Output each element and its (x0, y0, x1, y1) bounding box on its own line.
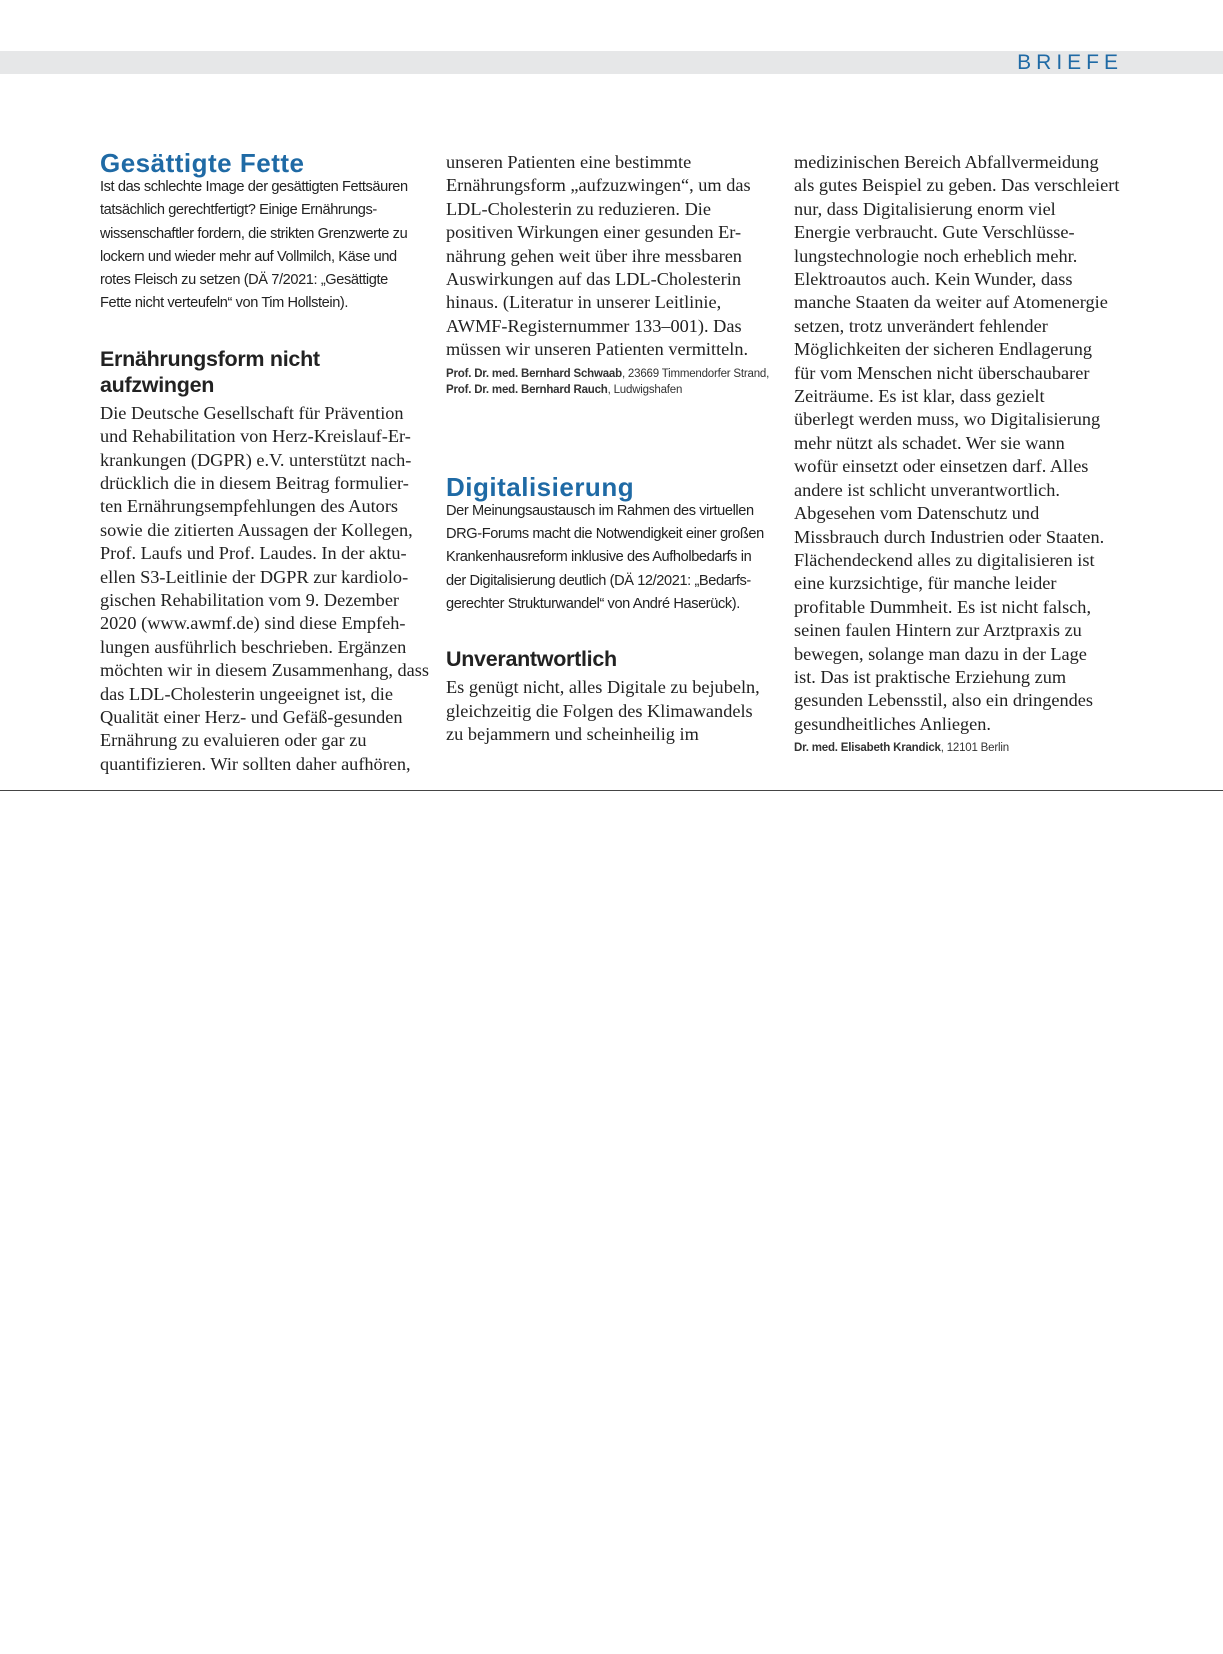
body-line: Zeiträume. Es ist klar, dass gezielt (794, 386, 1045, 407)
body-line: Auswirkungen auf das LDL-Cholesterin (446, 269, 741, 290)
body-line: und Rehabilitation von Herz-Kreislauf-Er- (100, 426, 411, 447)
letter-body (446, 676, 776, 746)
body-line: überlegt werden muss, wo Digitalisierung (794, 409, 1101, 430)
body-line: seinen faulen Hintern zur Arztpraxis zu (794, 620, 1082, 641)
body-line: Missbrauch durch Industrien oder Staaten. (794, 526, 1105, 547)
body-line: eine kurzsichtige, für manche leider (794, 573, 1057, 594)
body-line: AWMF-Registernummer 133–001). Das (446, 315, 742, 336)
body-line: Elektroautos auch. Kein Wunder, dass (794, 269, 1073, 290)
body-line: wofür einsetzt oder einsetzen darf. Alles (794, 456, 1089, 477)
letter-body-continued (794, 151, 1124, 736)
body-line: hinaus. (Literatur in unserer Leitlinie, (446, 292, 722, 313)
teaser-line: tatsächlich gerechtfertigt? Einige Ernährungs- (100, 202, 377, 219)
letter-body (100, 402, 430, 777)
topic-heading: Gesättigte Fette (100, 148, 305, 178)
body-line: als gutes Beispiel zu geben. Das verschleiert (794, 175, 1120, 196)
body-line: müssen wir unseren Patienten vermitteln. (446, 339, 749, 360)
column-3 (794, 151, 1124, 756)
teaser-line: gerechter Strukturwandel“ von André Haserück). (446, 595, 740, 612)
body-line: gleichzeitig die Folgen des Klimawandels (446, 700, 753, 721)
letter-title: Unverantwortlich (446, 647, 617, 672)
teaser-line: Ist das schlechte Image der gesättigten Fettsäuren (100, 179, 408, 195)
body-line: LDL-Cholesterin zu reduzieren. Die (446, 198, 711, 219)
body-line: Energie verbraucht. Gute Verschlüsse- (794, 222, 1075, 243)
body-line: Es genügt nicht, alles Digitale zu bejubeln, (446, 677, 760, 698)
body-line: manche Staaten da weiter auf Atomenergie (794, 292, 1108, 313)
body-line: gesunden Lebensstil, also ein dringendes (794, 690, 1094, 711)
body-line: nur, dass Digitalisierung enorm viel (794, 198, 1056, 219)
body-line: setzen, trotz unverändert fehlender (794, 315, 1048, 336)
author-place: , Ludwigshafen (607, 383, 683, 396)
body-line: Abgesehen vom Datenschutz und (794, 503, 1040, 524)
teaser-line: Krankenhausreform inklusive des Aufholbedarfs in (446, 549, 752, 566)
body-line: nährung gehen weit über ihre messbaren (446, 245, 742, 266)
body-line: Die Deutsche Gesellschaft für Prävention (100, 402, 404, 423)
body-line: Flächendeckend alles zu digitalisieren ist (794, 549, 1095, 570)
bottom-rule (0, 790, 1223, 791)
body-line: quantifizieren. Wir sollten daher aufhören, (100, 753, 411, 774)
body-line: ellen S3-Leitlinie der DGPR zur kardiolo- (100, 566, 409, 587)
topic-heading: Digitalisierung (446, 471, 635, 502)
body-line: medizinischen Bereich Abfallvermeidung (794, 152, 1099, 172)
body-line: sowie die zitierten Aussagen der Kollegen, (100, 519, 413, 540)
body-line: positiven Wirkungen einer gesunden Er- (446, 222, 742, 243)
author-name: Dr. med. Elisabeth Krandick (794, 742, 941, 755)
body-line: bewegen, solange man dazu in der Lage (794, 643, 1087, 664)
body-line: lungstechnologie noch erheblich mehr. (794, 245, 1078, 266)
author-place: , 23669 Timmendorfer Strand, (621, 367, 770, 380)
body-line: Qualität einer Herz- und Gefäß-gesunden (100, 707, 403, 728)
letter-title: Ernährungsform nicht aufzwingen (100, 346, 320, 397)
body-line: lungen ausführlich beschrieben. Ergänzen (100, 636, 407, 657)
teaser-line: lockern und wieder mehr auf Vollmilch, Käse und (100, 248, 397, 265)
author-place: , 12101 Berlin (940, 742, 1009, 755)
topic-teaser (446, 500, 776, 616)
body-line: zu bejammern und scheinheilig im (446, 723, 699, 744)
teaser-line: Fette nicht verteufeln“ von Tim Hollstein). (100, 295, 349, 312)
body-line: möchten wir in diesem Zusammenhang, dass (100, 660, 429, 681)
body-line: unseren Patienten eine bestimmte (446, 152, 692, 172)
teaser-line: der Digitalisierung deutlich (DÄ 12/2021: „Bedarfs- (446, 572, 751, 589)
body-line: gischen Rehabilitation vom 9. Dezember (100, 590, 400, 611)
body-line: Ernährungsform „aufzuzwingen“, um das (446, 175, 751, 196)
letter-signature (794, 740, 1124, 756)
body-line: Möglichkeiten der sicheren Endlagerung (794, 339, 1092, 360)
teaser-line: wissenschaftler fordern, die strikten Grenzwerte zu (100, 225, 408, 242)
body-line: gesundheitliches Anliegen. (794, 713, 991, 734)
signature-line (446, 382, 776, 398)
author-name: Prof. Dr. med. Bernhard Rauch (446, 383, 608, 396)
letter-signature (446, 366, 776, 398)
teaser-line: DRG-Forums macht die Notwendigkeit einer großen (446, 525, 764, 542)
body-line: andere ist schlicht unverantwortlich. (794, 479, 1061, 500)
body-line: mehr nützt als schadet. Wer sie wann (794, 432, 1065, 453)
body-line: Ernährung zu evaluieren oder gar zu (100, 730, 367, 751)
teaser-line: rotes Fleisch zu setzen (DÄ 7/2021: „Gesättigte (100, 272, 388, 289)
column-2 (446, 151, 776, 746)
column-1 (100, 148, 430, 776)
body-line: ten Ernährungsempfehlungen des Autors (100, 496, 399, 517)
body-line: ist. Das ist praktische Erziehung zum (794, 666, 1067, 687)
author-name: Prof. Dr. med. Bernhard Schwaab (446, 367, 622, 380)
topic-teaser (100, 176, 430, 316)
teaser-line: Der Meinungsaustausch im Rahmen des virtuellen (446, 502, 754, 519)
body-line: 2020 (www.awmf.de) sind diese Empfeh- (100, 613, 406, 634)
body-line: Prof. Laufs und Prof. Laudes. In der aktu- (100, 543, 407, 564)
body-line: drücklich die in diesem Beitrag formulier- (100, 473, 409, 493)
signature-line (794, 740, 1124, 756)
section-label: BRIEFE (1017, 51, 1123, 74)
body-line: profitable Dummheit. Es ist nicht falsch, (794, 596, 1092, 617)
body-line: das LDL-Cholesterin ungeeignet ist, die (100, 683, 393, 704)
body-line: für vom Menschen nicht überschaubarer (794, 362, 1090, 383)
letter-body-continued (446, 151, 776, 362)
body-line: krankungen (DGPR) e.V. unterstützt nach- (100, 449, 412, 470)
signature-line (446, 366, 776, 382)
